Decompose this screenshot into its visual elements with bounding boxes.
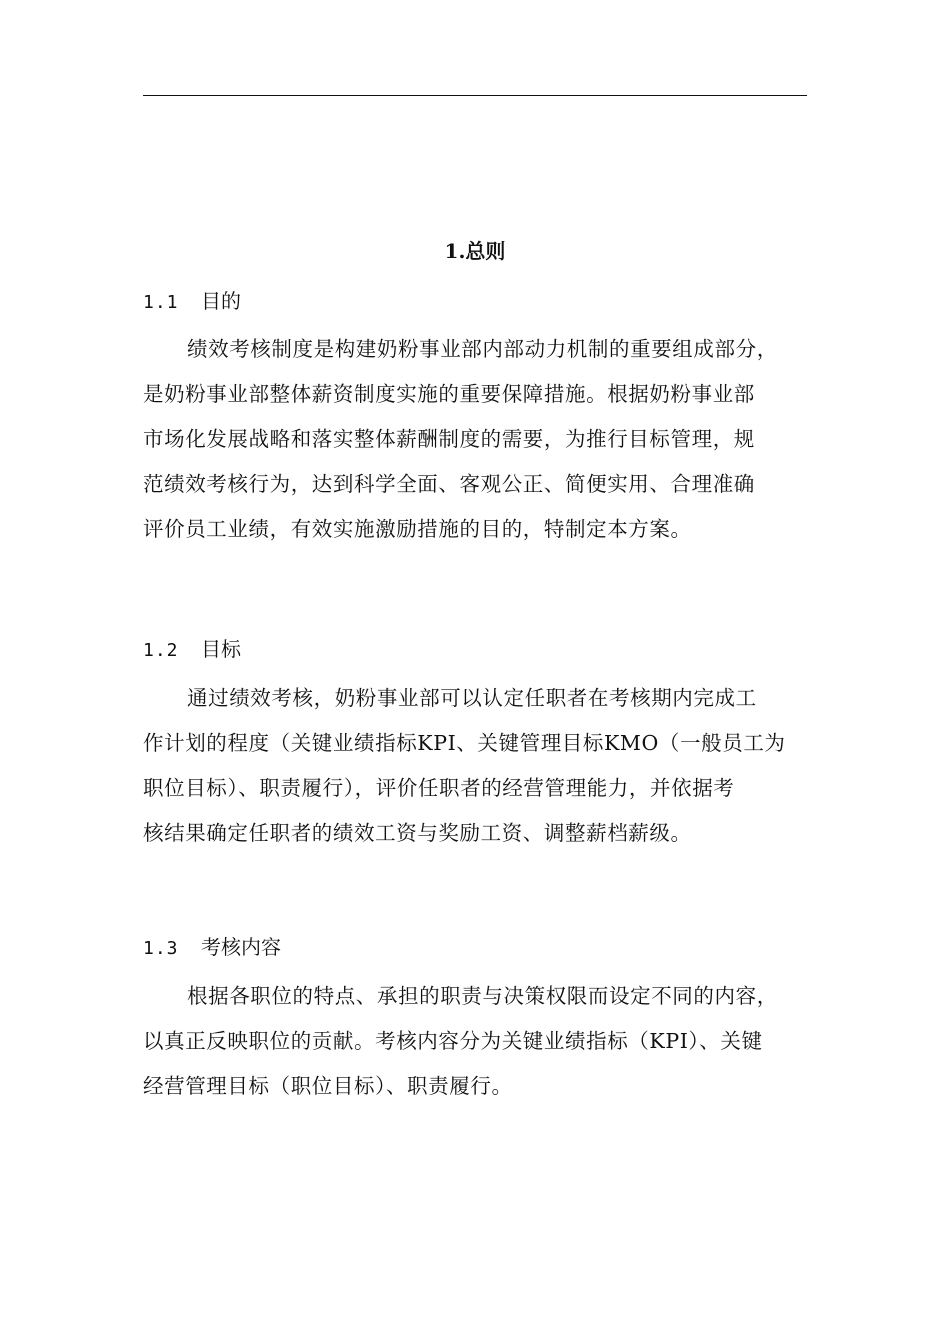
section-title: 目的 [201,289,241,313]
paragraph-line: 范绩效考核行为，达到科学全面、客观公正、简便实用、合理准确 [143,472,755,496]
paragraph-line: 市场化发展战略和落实整体薪酬制度的需要，为推行目标管理，规 [143,427,755,451]
paragraph-line: 以真正反映职位的贡献。考核内容分为关键业绩指标（KPI）、关键 [143,1029,763,1053]
section-heading [143,632,813,666]
section-body [143,327,813,552]
paragraph-line: 绩效考核制度是构建奶粉事业部内部动力机制的重要组成部分， [187,337,778,361]
header-rule [143,95,807,96]
paragraph-line: 根据各职位的特点、承担的职责与决策权限而设定不同的内容， [187,984,778,1008]
section-body [143,974,813,1109]
paragraph-line: 评价员工业绩，有效实施激励措施的目的，特制定本方案。 [143,517,692,541]
section-number: 1.2 [143,640,179,661]
section-number: 1.1 [143,292,179,313]
section-number: 1.3 [143,938,179,959]
paragraph-line: 作计划的程度（关键业绩指标KPI、关键管理目标KMO（一般员工为 [143,731,786,755]
section-heading [143,284,813,318]
paragraph-line: 核结果确定任职者的绩效工资与奖励工资、调整薪档薪级。 [143,821,692,845]
paragraph-line: 是奶粉事业部整体薪资制度实施的重要保障措施。根据奶粉事业部 [143,382,755,406]
paragraph-line: 通过绩效考核，奶粉事业部可以认定任职者在考核期内完成工 [187,686,757,710]
section-heading [143,930,813,964]
document-title: 1.总则 [444,239,506,263]
section-content [143,930,813,1109]
paragraph-line: 职位目标）、职责履行），评价任职者的经营管理能力，并依据考 [143,776,735,800]
section-goal [143,632,813,856]
section-body [143,676,813,856]
section-purpose [143,284,813,552]
paragraph-line: 经营管理目标（职位目标）、职责履行。 [143,1074,513,1098]
section-title: 目标 [201,637,241,661]
section-title: 考核内容 [201,935,281,959]
